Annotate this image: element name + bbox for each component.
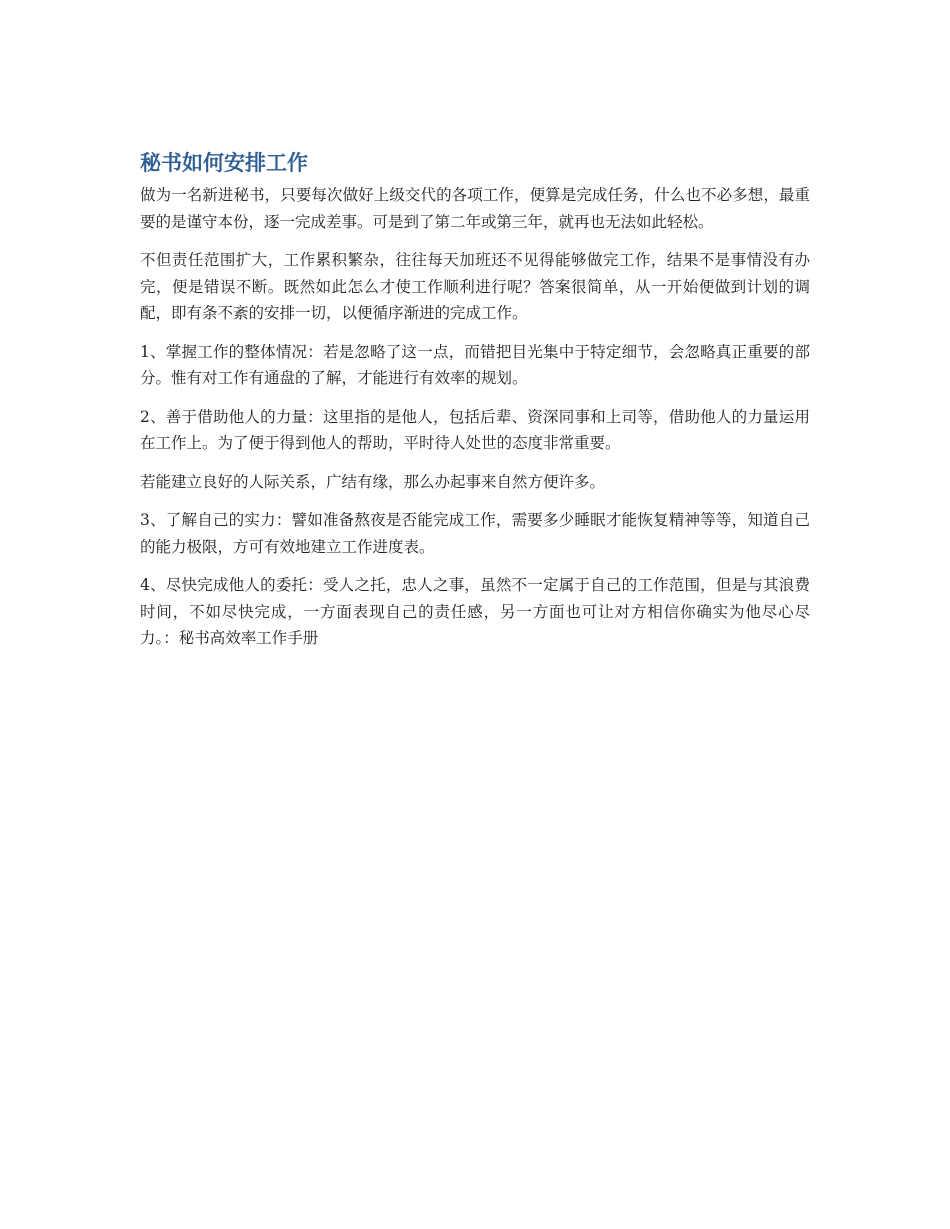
document-title: 秘书如何安排工作	[140, 152, 308, 175]
paragraph-intro: 做为一名新进秘书，只要每次做好上级交代的各项工作，便算是完成任务，什么也不必多想，最重要的是谨守本份，逐一完成差事。可是到了第二年或第三年，就再也无法如此轻松。	[140, 186, 810, 231]
paragraph-point-2: 2、善于借助他人的力量：这里指的是他人，包括后辈、资深同事和上司等，借助他人的力量运用在工作上。为了便于得到他人的帮助，平时待人处世的态度非常重要。	[140, 407, 810, 452]
paragraph-problem: 不但责任范围扩大，工作累积繁杂，往往每天加班还不见得能够做完工作，结果不是事情没有办完，便是错误不断。既然如此怎么才使工作顺利进行呢？答案很简单，从一开始便做到计划的调配，即有条不紊的安排一切，以便循序渐进的完成工作。	[140, 251, 810, 322]
paragraph-point-1: 1、掌握工作的整体情况：若是忽略了这一点，而错把目光集中于特定细节，会忽略真正重要的部分。惟有对工作有通盘的了解，才能进行有效率的规划。	[140, 342, 810, 387]
document-page	[140, 150, 810, 664]
paragraph-relationships: 若能建立良好的人际关系，广结有缘，那么办起事来自然方便许多。	[140, 472, 606, 491]
paragraph-point-3: 3、了解自己的实力：譬如准备熬夜是否能完成工作，需要多少睡眠才能恢复精神等等，知道自己的能力极限，方可有效地建立工作进度表。	[140, 511, 810, 556]
paragraph-point-4: 4、尽快完成他人的委托：受人之托，忠人之事，虽然不一定属于自己的工作范围，但是与其浪费时间，不如尽快完成，一方面表现自己的责任感，另一方面也可让对方相信你确实为他尽心尽力。：秘书高效率工作手册	[140, 576, 810, 647]
